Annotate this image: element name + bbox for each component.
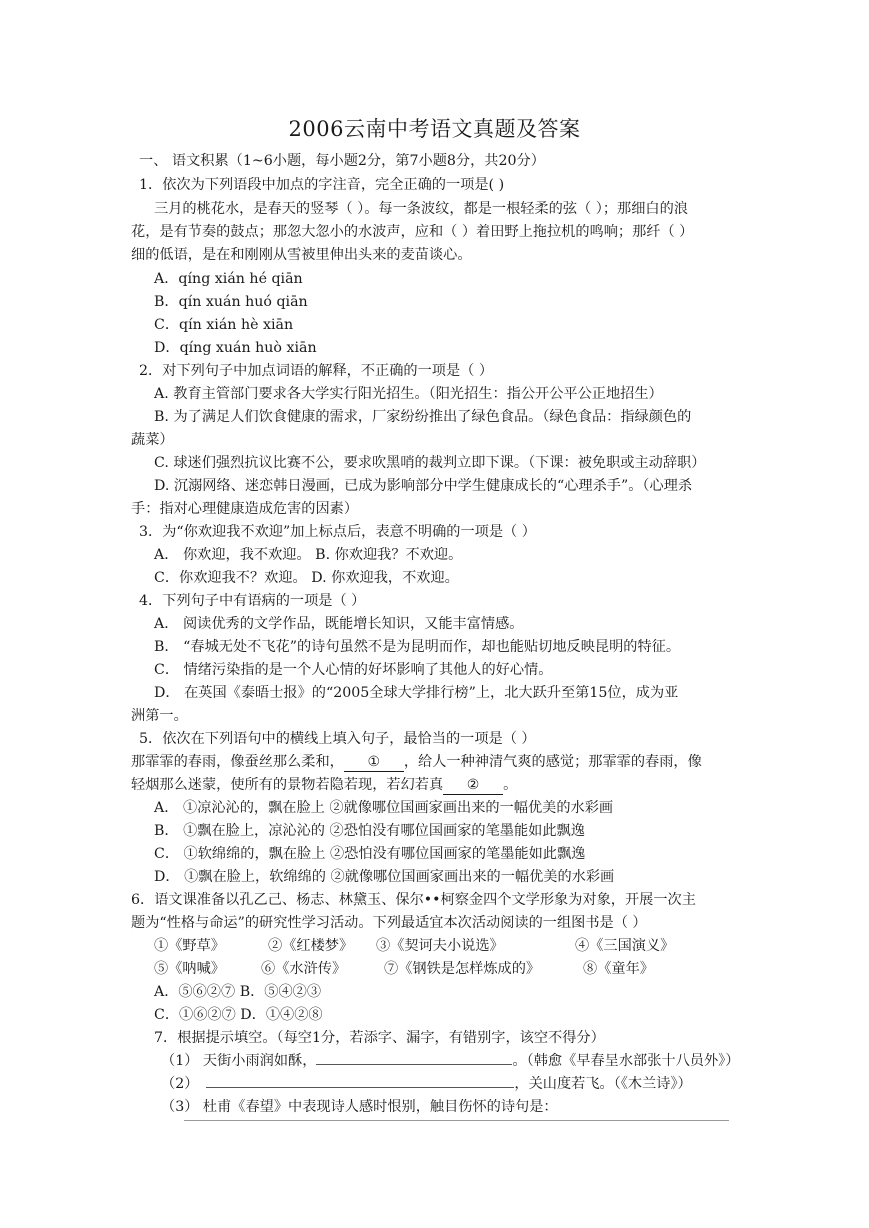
- question-6-stem: 题为“性格与命运”的研究性学习活动。下列最适宜本次活动阅读的一组图书是（ ）: [131, 915, 647, 931]
- question-5-option: B． ①飘在脸上，凉沁沁的 ②恐怕没有哪位国画家的笔墨能如此飘逸: [154, 823, 585, 839]
- question-5-stem: 5．依次在下列语句中的横线上填入句子，最恰当的一项是（ ）: [139, 731, 536, 747]
- fill-blank-2: ②: [443, 776, 503, 795]
- question-1-passage-line: 三月的桃花水，是春天的竖琴（ ）。每一条波纹，都是一根轻柔的弦（ ）；那细白的浪: [154, 201, 688, 217]
- answer-blank[interactable]: [316, 1050, 512, 1065]
- question-2-line: 蔬菜）: [131, 432, 174, 448]
- question-4-line: 洲第一。: [131, 708, 188, 724]
- question-4-line: D． 在英国《泰晤士报》的“2005全球大学排行榜”上，北大跃升至第15位，成为亚: [154, 685, 679, 701]
- question-5-option: C． ①软绵绵的，飘在脸上 ②恐怕没有哪位国画家的笔墨能如此飘逸: [154, 846, 586, 862]
- book-item: ⑥《水浒传》: [261, 961, 347, 977]
- question-6-answer-line: C．①⑥②⑦ D．①④②⑧: [154, 1007, 323, 1023]
- question-4-line: C． 情绪污染指的是一个人心情的好坏影响了其他人的好心情。: [154, 662, 553, 678]
- question-7-item-2: （2） ，关山度若飞。（《木兰诗》）: [161, 1073, 692, 1095]
- question-7-stem: 7．根据提示填空。（每空1分，若添字、漏字，有错别字，该空不得分）: [154, 1030, 605, 1046]
- question-2-line: D. 沉溺网络、迷恋韩日漫画，已成为影响部分中学生健康成长的“心理杀手”。（心理杀: [154, 478, 693, 494]
- question-7-item-1: （1） 天街小雨润如酥， 。（韩愈《早春呈水部张十八员外》）: [161, 1050, 739, 1072]
- question-3-line: C．你欢迎我不？欢迎。 D. 你欢迎我，不欢迎。: [154, 570, 459, 586]
- question-1-option: B．qín xuán huó qiān: [154, 294, 308, 310]
- book-item: ⑧《童年》: [583, 961, 654, 977]
- question-1-passage-line: 细的低语，是在和刚刚从雪被里伸出头来的麦苗谈心。: [131, 247, 472, 263]
- question-1-stem: 1．依次为下列语段中加点的字注音，完全正确的一项是( ): [139, 177, 505, 193]
- question-2-line: A. 教育主管部门要求各大学实行阳光招生。（阳光招生：指公开公平公正地招生）: [154, 386, 663, 402]
- question-7-item-3: （3） 杜甫《春望》中表现诗人感时恨别，触目伤怀的诗句是：: [161, 1099, 558, 1115]
- question-2-line: C. 球迷们强烈抗议比赛不公，要求吹黑哨的裁判立即下课。（下课：被免职或主动辞职）: [154, 455, 706, 471]
- answer-blank[interactable]: [206, 1073, 514, 1088]
- question-4-line: A． 阅读优秀的文学作品，既能增长知识，又能丰富情感。: [154, 616, 524, 632]
- page-title: 2006云南中考语文真题及答案: [288, 117, 581, 141]
- question-5-option: D． ①飘在脸上，软绵绵的 ②就像哪位国画家画出来的一幅优美的水彩画: [154, 869, 615, 885]
- question-2-line: B. 为了满足人们饮食健康的需求，厂家纷纷推出了绿色食品。（绿色食品：指绿颜色的: [154, 409, 692, 425]
- question-6-stem: 6．语文课准备以孔乙己、杨志、林黛玉、保尔••柯察金四个文学形象为对象，开展一次主: [131, 892, 696, 908]
- question-1-passage-line: 花，是有节奏的鼓点；那忽大忽小的水波声，应和（ ）着田野上拖拉机的鸣响；那纤（ ）: [131, 224, 694, 240]
- question-3-line: A． 你欢迎，我不欢迎。 B. 你欢迎我？不欢迎。: [154, 547, 463, 563]
- book-item: ⑤《呐喊》: [154, 961, 225, 977]
- answer-line[interactable]: [184, 1120, 729, 1121]
- question-2-line: 手：指对心理健康造成危害的因素）: [131, 501, 359, 517]
- question-5-passage-line: 轻烟那么迷蒙，使所有的景物若隐若现，若幻若真 ② 。: [131, 777, 518, 793]
- section-heading: 一、 语文积累（1~6小题，每小题2分，第7小题8分，共20分）: [139, 153, 545, 169]
- question-1-option: C．qín xián hè xiān: [154, 317, 294, 333]
- question-3-stem: 3．为“你欢迎我不欢迎”加上标点后，表意不明确的一项是（ ）: [139, 524, 536, 540]
- question-5-option: A． ①凉沁沁的，飘在脸上 ②就像哪位国画家画出来的一幅优美的水彩画: [154, 800, 614, 816]
- question-5-passage-line: 那霏霏的春雨，像蚕丝那么柔和， ① ，给人一种神清气爽的感觉；那霏霏的春雨，像: [131, 754, 702, 770]
- book-item: ①《野草》: [154, 938, 225, 954]
- question-1-option: D．qíng xuán huò xiān: [154, 340, 317, 356]
- book-item: ⑦《钢铁是怎样炼成的》: [384, 961, 541, 977]
- question-2-stem: 2．对下列句子中加点词语的解释，不正确的一项是（ ）: [139, 363, 494, 379]
- fill-blank-1: ①: [344, 753, 404, 772]
- question-4-line: B． “春城无处不飞花”的诗句虽然不是为昆明而作，却也能贴切地反映昆明的特征。: [154, 639, 681, 655]
- question-6-answer-line: A．⑤⑥②⑦ B．⑤④②③: [154, 984, 322, 1000]
- book-item: ②《红楼梦》: [268, 938, 354, 954]
- book-item: ③《契诃夫小说选》: [376, 938, 504, 954]
- question-1-option: A．qíng xián hé qiān: [154, 271, 303, 287]
- question-4-stem: 4．下列句子中有语病的一项是（ ）: [139, 593, 366, 609]
- book-item: ④《三国演义》: [575, 938, 675, 954]
